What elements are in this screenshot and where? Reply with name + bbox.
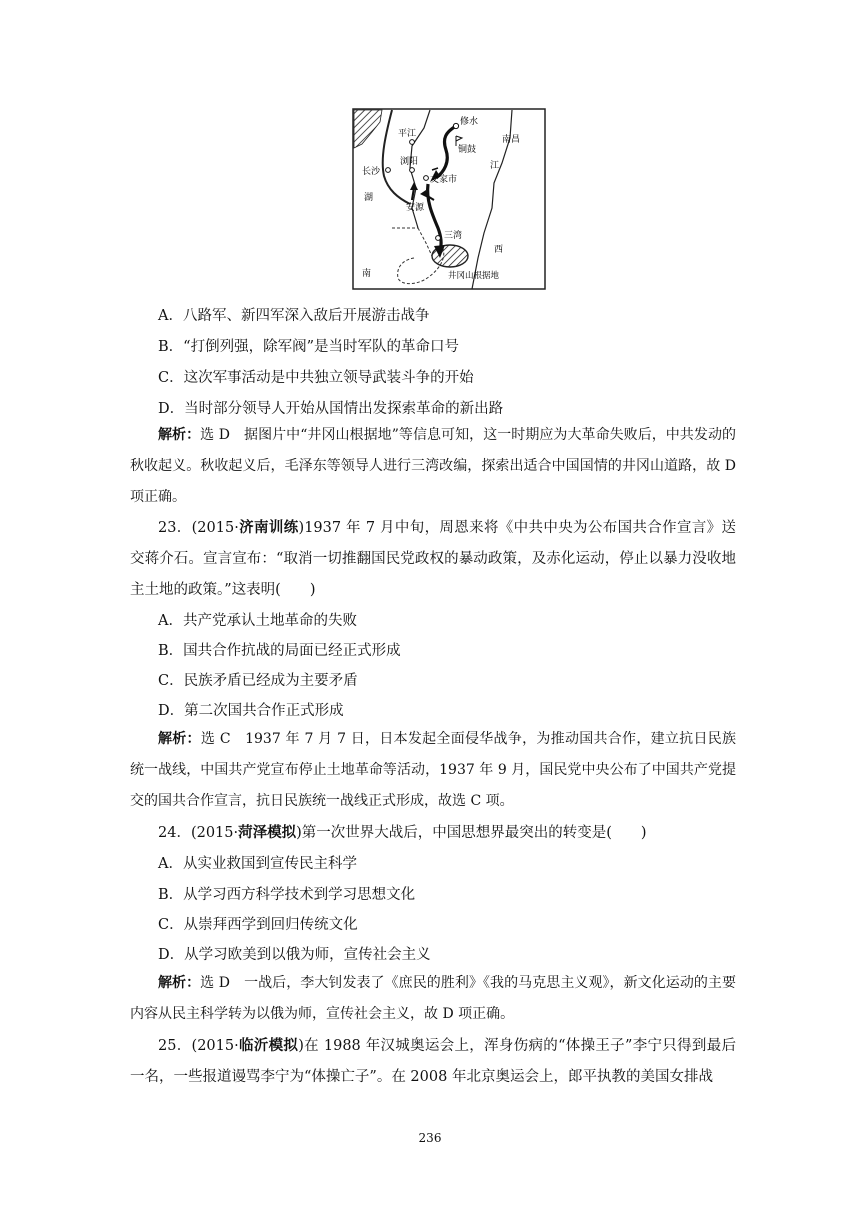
analysis-label: 解析： — [158, 731, 201, 747]
analysis-text: 选 D 一战后，李大钊发表了《庶民的胜利》《我的马克思主义观》，新文化运动的主要内容从民主科学转为以俄为师，宣传社会主义，故 D 项正确。 — [130, 975, 736, 1022]
map-label-sanwan: 三湾 — [444, 231, 463, 241]
q22-option-a: A．八路军、新四军深入敌后开展游击战争 — [158, 308, 430, 324]
q23-analysis — [130, 724, 736, 817]
q23-option-a: A．共产党承认土地革命的失败 — [158, 613, 357, 629]
q23-option-b: B．国共合作抗战的局面已经正式形成 — [158, 643, 401, 659]
question-number: 24．(2015· — [158, 825, 239, 841]
q25-stem — [130, 1030, 736, 1093]
map-label-xiushui: 修水 — [460, 117, 479, 127]
map-label-wenjiashi: 文家市 — [430, 175, 458, 185]
question-source: 济南训练 — [238, 519, 299, 536]
liuyang-marker — [410, 168, 415, 173]
map-label-hu: 湖 — [364, 193, 374, 203]
changsha-marker — [386, 168, 391, 173]
analysis-label: 解析： — [158, 975, 201, 991]
question-stem: )第一次世界大战后，中国思想界最突出的转变是( ) — [296, 825, 647, 841]
question-source: 菏泽模拟 — [238, 824, 297, 841]
question-number: 25．(2015· — [158, 1038, 239, 1054]
question-stem: )1937 年 7 月中旬，周恩来将《中共中央为公布国共合作宣言》送交蒋介石。宣言宣布：“取消一切推翻国民党政权的暴动政策，及赤化运动，停止以暴力没收地主土地的政策。”这表明( ) — [130, 520, 736, 598]
map-label-anyuan: 安源 — [406, 203, 425, 213]
question-source: 临沂模拟 — [238, 1037, 299, 1054]
q23-option-c: C．民族矛盾已经成为主要矛盾 — [158, 673, 358, 689]
q22-analysis — [130, 420, 736, 513]
autumn-harvest-uprising-map — [352, 108, 546, 290]
page-number: 236 — [418, 1131, 442, 1145]
question-stem: )在 1988 年汉城奥运会上，浑身伤病的“体操王子”李宁只得到最后一名，一些报道谩骂李宁为“体操亡子”。在 2008 年北京奥运会上，郎平执教的美国女排战 — [130, 1038, 736, 1085]
q22-option-d: D．当时部分领导人开始从国情出发探索革命的新出路 — [158, 401, 504, 417]
xiushui-marker — [453, 123, 458, 128]
map-label-tonggu: 铜鼓 — [458, 145, 477, 155]
q24-option-d: D．从学习欧美到以俄为师，宣传社会主义 — [158, 947, 431, 963]
question-number: 23．(2015· — [158, 520, 239, 536]
map-label-jiang: 江 — [490, 161, 500, 171]
analysis-label: 解析： — [158, 427, 201, 443]
q24-option-c: C．从崇拜西学到回归传统文化 — [158, 917, 358, 933]
analysis-text: 选 D 据图片中“井冈山根据地”等信息可知，这一时期应为大革命失败后，中共发动的秋收起义。秋收起义后，毛泽东等领导人进行三湾改编，探索出适合中国国情的井冈山道路，故 D 项正确。 — [130, 427, 737, 505]
q24-option-b: B．从学习西方科学技术到学习思想文化 — [158, 887, 416, 903]
pingjiang-marker — [410, 140, 415, 145]
q23-stem — [130, 512, 736, 606]
map-label-nan: 南 — [362, 269, 372, 279]
analysis-text: 选 C 1937 年 7 月 7 日，日本发起全面侵华战争，为推动国共合作，建立抗日民族统一战线，中国共产党宣布停止土地革命等活动，1937 年 9 月，国民党中央公布了中国共产党提交的国共合作宣言，抗日民族统一战线正式形成，故选 C 项。 — [130, 731, 737, 809]
sanwan-marker — [436, 236, 441, 241]
map-label-changsha: 长沙 — [362, 167, 381, 177]
q24-analysis — [130, 968, 736, 1030]
q24-option-a: A．从实业救国到宣传民主科学 — [158, 856, 357, 872]
map-label-xi: 西 — [494, 245, 504, 255]
map-label-liuyang: 浏阳 — [400, 157, 419, 167]
q22-option-b: B．“打倒列强，除军阀”是当时军队的革命口号 — [158, 339, 459, 355]
q22-option-c: C．这次军事活动是中共独立领导武装斗争的开始 — [158, 370, 474, 386]
map-label-jinggangshan: 井冈山根据地 — [448, 271, 500, 281]
map-label-nanchang: 南昌 — [502, 135, 521, 145]
q23-option-d: D．第二次国共合作正式形成 — [158, 703, 344, 719]
q24-stem — [130, 817, 736, 849]
wenjiashi-marker — [424, 176, 429, 181]
map-label-pingjiang: 平江 — [398, 129, 417, 139]
